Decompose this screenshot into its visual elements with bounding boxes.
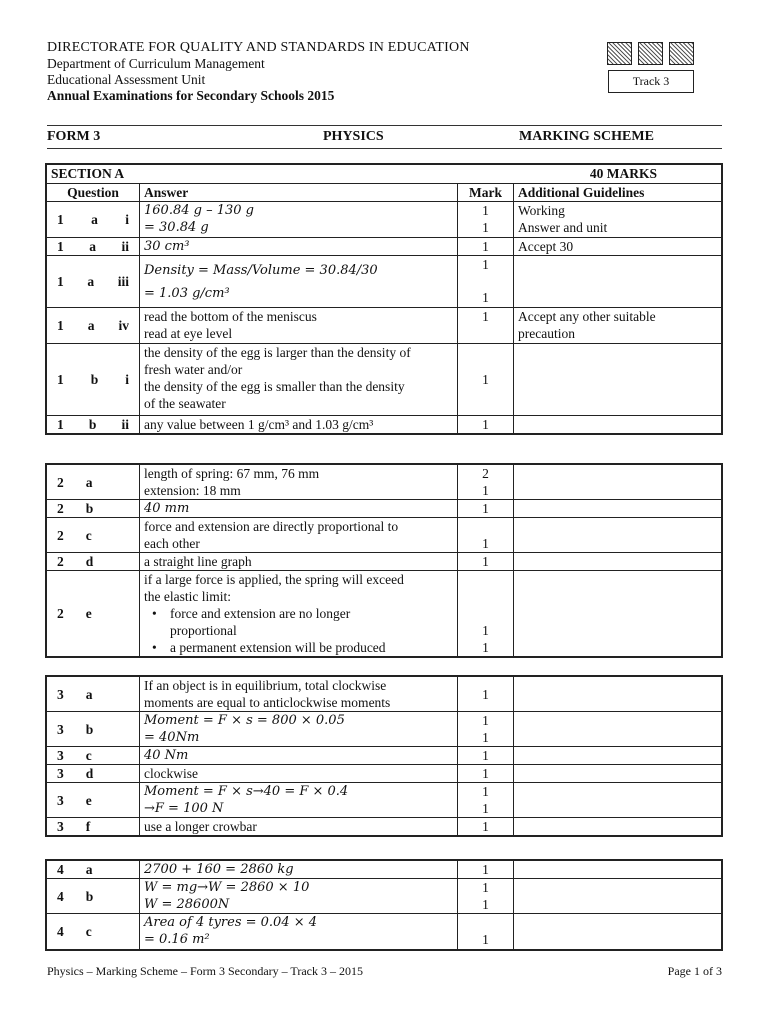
- cell-text: 1: [57, 239, 64, 254]
- cell-text: 1: [57, 318, 64, 333]
- cell-text: 3: [57, 686, 64, 702]
- table-cell: [140, 518, 458, 553]
- cell-text: 2: [57, 606, 64, 621]
- col-question: Question: [46, 184, 140, 202]
- cell-text: b: [88, 417, 97, 432]
- footer-title: Physics – Marking Scheme – Form 3 Secondary – Track 3 – 2015: [47, 964, 363, 978]
- cell-text: of the seawater: [144, 396, 226, 411]
- cell-text: 1: [482, 372, 489, 387]
- question-1-table: [45, 163, 723, 435]
- table-cell: [514, 238, 723, 256]
- table-cell: [514, 914, 723, 950]
- cell-text: 1: [482, 483, 489, 498]
- page-number: Page 1 of 3: [667, 964, 722, 978]
- table-row: [46, 256, 722, 308]
- table-row: [46, 416, 722, 435]
- cell-text: 40 mm: [144, 501, 190, 516]
- cell-text: i: [125, 372, 129, 387]
- pattern-box-icon: [607, 42, 632, 65]
- table-cell: [514, 571, 723, 658]
- table-cell: [46, 860, 140, 879]
- cell-text: 1: [482, 784, 489, 799]
- cell-text: c: [85, 748, 92, 763]
- cell-text: W = 28600N: [144, 897, 230, 912]
- table-cell: [140, 914, 458, 950]
- table-cell: [140, 308, 458, 344]
- cell-text: b: [85, 888, 94, 904]
- table-cell: [46, 818, 140, 837]
- table-row: [46, 500, 722, 518]
- table-cell: [140, 712, 458, 747]
- table-cell: [458, 860, 514, 879]
- table-cell: [140, 344, 458, 416]
- scheme-label: MARKING SCHEME: [519, 129, 654, 144]
- col-answer: Answer: [140, 184, 458, 202]
- cell-text: d: [85, 766, 94, 781]
- table-cell: [46, 416, 140, 435]
- cell-text: 3: [57, 819, 64, 834]
- table-row: [46, 464, 722, 500]
- table-cell: [46, 164, 722, 184]
- cell-text: the elastic limit:: [144, 589, 231, 604]
- cell-text: 1: [57, 417, 64, 432]
- cell-text: if a large force is applied, the spring will exceed: [144, 572, 404, 587]
- pattern-box-icon: [638, 42, 663, 65]
- table-cell: [514, 879, 723, 914]
- table-cell: [140, 416, 458, 435]
- column-header-row: [46, 184, 722, 202]
- cell-text: Moment = F × s = 800 × 0.05: [144, 713, 345, 728]
- page-footer: [47, 964, 722, 979]
- cell-text: extension: 18 mm: [144, 483, 241, 498]
- table-cell: [458, 553, 514, 571]
- form-label: FORM 3: [47, 129, 101, 144]
- cell-text: 1: [482, 880, 489, 895]
- cell-text: 1: [482, 897, 489, 912]
- cell-text: proportional: [170, 623, 237, 638]
- col-mark: Mark: [458, 184, 514, 202]
- cell-text: 1: [482, 748, 489, 763]
- cell-text: each other: [144, 536, 200, 551]
- table-cell: [140, 818, 458, 837]
- table-cell: [458, 571, 514, 658]
- cell-text: 1: [57, 274, 64, 289]
- table-cell: [46, 879, 140, 914]
- table-cell: [140, 464, 458, 500]
- cell-text: b: [90, 372, 99, 387]
- section-title: SECTION A: [51, 166, 125, 181]
- cell-text: Answer and unit: [518, 220, 608, 235]
- cell-text: read at eye level: [144, 326, 233, 341]
- cell-text: force and extension are directly proportional to: [144, 519, 399, 534]
- table-row: [46, 860, 722, 879]
- cell-text: 1: [482, 309, 489, 324]
- cell-text: 3: [57, 792, 64, 808]
- table-cell: [458, 500, 514, 518]
- cell-text: Moment = F × s→40 = F × 0.4: [144, 784, 349, 799]
- cell-text: c: [85, 527, 92, 543]
- table-cell: [140, 202, 458, 238]
- table-row: [46, 712, 722, 747]
- unit-line: Educational Assessment Unit: [47, 72, 206, 87]
- table-cell: [514, 818, 723, 837]
- cell-text: iii: [117, 274, 129, 289]
- table-row: [46, 747, 722, 765]
- cell-text: clockwise: [144, 766, 198, 781]
- table-cell: [458, 676, 514, 712]
- table-cell: [46, 256, 140, 308]
- table-cell: [514, 765, 723, 783]
- table-cell: [458, 464, 514, 500]
- table-cell: [46, 747, 140, 765]
- table-cell: [514, 464, 723, 500]
- exam-title: Annual Examinations for Secondary Schools 2015: [47, 88, 335, 103]
- table-cell: [140, 553, 458, 571]
- cell-text: 1: [482, 766, 489, 781]
- table-cell: [514, 308, 723, 344]
- table-row: [46, 818, 722, 837]
- cell-text: 1: [482, 862, 489, 877]
- table-cell: [46, 676, 140, 712]
- table-cell: [46, 500, 140, 518]
- table-cell: [140, 238, 458, 256]
- department-line: Department of Curriculum Management: [47, 56, 265, 71]
- cell-text: Area of 4 tyres = 0.04 × 4: [144, 915, 318, 930]
- table-cell: [140, 676, 458, 712]
- cell-text: 1: [57, 372, 64, 387]
- cell-text: d: [85, 554, 94, 569]
- cell-text: a: [91, 212, 98, 227]
- cell-text: 1: [482, 640, 489, 655]
- cell-text: 4: [57, 888, 64, 904]
- cell-text: 2: [482, 466, 489, 481]
- table-cell: [514, 256, 723, 308]
- cell-text: e: [85, 606, 92, 621]
- cell-text: 1: [482, 417, 489, 432]
- cell-text: 4: [57, 923, 64, 939]
- table-cell: [140, 879, 458, 914]
- cell-text: = 30.84 g: [144, 220, 209, 235]
- section-header-row: [46, 164, 722, 184]
- cell-text: a straight line graph: [144, 554, 252, 569]
- table-cell: [514, 202, 723, 238]
- question-2-table: [45, 463, 723, 658]
- table-row: [46, 676, 722, 712]
- table-row: [46, 308, 722, 344]
- table-cell: [46, 571, 140, 658]
- cell-text: length of spring: 67 mm, 76 mm: [144, 466, 320, 481]
- table-cell: [458, 712, 514, 747]
- table-cell: [458, 914, 514, 950]
- cell-text: read the bottom of the meniscus: [144, 309, 317, 324]
- table-cell: [514, 860, 723, 879]
- table-cell: [46, 464, 140, 500]
- table-cell: [458, 308, 514, 344]
- question-4-table: [45, 859, 723, 951]
- cell-text: 40 Nm: [144, 748, 189, 763]
- cell-text: 2: [57, 474, 64, 490]
- cell-text: 1: [482, 501, 489, 516]
- table-row: [46, 202, 722, 238]
- table-row: [46, 518, 722, 553]
- cell-text: a: [85, 686, 93, 702]
- table-cell: [140, 256, 458, 308]
- table-row: [46, 879, 722, 914]
- table-cell: [46, 765, 140, 783]
- table-cell: [140, 747, 458, 765]
- table-cell: [140, 860, 458, 879]
- cell-text: 3: [57, 748, 64, 763]
- cell-text: 3: [57, 721, 64, 737]
- col-guidelines: Additional Guidelines: [514, 184, 723, 202]
- cell-text: b: [85, 721, 94, 737]
- barcode-boxes: [607, 42, 700, 70]
- table-cell: [514, 416, 723, 435]
- cell-text: Accept 30: [518, 239, 574, 254]
- cell-text: 1: [482, 623, 489, 638]
- cell-text: →F = 100 N: [144, 801, 224, 816]
- cell-text: 1: [482, 239, 489, 254]
- cell-text: 1: [482, 819, 489, 834]
- cell-text: any value between 1 g/cm³ and 1.03 g/cm³: [144, 417, 374, 432]
- cell-text: 1: [482, 536, 489, 551]
- cell-text: 2: [57, 501, 64, 516]
- cell-text: Working: [518, 203, 565, 218]
- cell-text: 30 cm³: [144, 239, 190, 254]
- directorate-title: DIRECTORATE FOR QUALITY AND STANDARDS IN EDUCATION: [47, 40, 470, 55]
- cell-text: Accept any other suitable: [518, 309, 656, 324]
- cell-text: 3: [57, 766, 64, 781]
- cell-text: 1: [482, 203, 489, 218]
- cell-text: Density = Mass/Volume = 30.84/30: [144, 263, 378, 278]
- cell-text: a: [87, 318, 95, 333]
- cell-text: moments are equal to anticlockwise moments: [144, 695, 391, 710]
- cell-text: 2700 + 160 = 2860 kg: [144, 862, 294, 877]
- table-cell: [46, 202, 140, 238]
- form-bar: [47, 125, 722, 149]
- cell-text: the density of the egg is larger than the density of: [144, 345, 411, 360]
- table-row: [46, 571, 722, 658]
- table-cell: [458, 416, 514, 435]
- cell-text: a: [89, 239, 96, 254]
- table-cell: [46, 914, 140, 950]
- cell-text: 2: [57, 527, 64, 543]
- cell-text: force and extension are no longer: [170, 606, 351, 621]
- cell-text: a: [87, 274, 95, 289]
- cell-text: e: [85, 792, 92, 808]
- cell-text: 2: [57, 554, 64, 569]
- cell-text: = 40Nm: [144, 730, 200, 745]
- table-cell: [514, 747, 723, 765]
- table-row: [46, 344, 722, 416]
- cell-text: ii: [121, 417, 129, 432]
- table-cell: [46, 238, 140, 256]
- table-cell: [458, 783, 514, 818]
- cell-text: c: [85, 923, 92, 939]
- table-cell: [458, 818, 514, 837]
- table-cell: [514, 500, 723, 518]
- table-row: [46, 783, 722, 818]
- cell-text: • a permanent extension will be produced: [170, 639, 453, 656]
- cell-text: iv: [118, 318, 129, 333]
- question-3-table: [45, 675, 723, 837]
- cell-text: 1: [482, 257, 489, 272]
- cell-text: 1: [482, 730, 489, 745]
- cell-text: i: [125, 212, 129, 227]
- table-cell: [46, 553, 140, 571]
- table-cell: [140, 500, 458, 518]
- table-cell: [514, 518, 723, 553]
- cell-text: = 0.16 m²: [144, 932, 210, 947]
- track-label: Track 3: [608, 70, 694, 93]
- table-cell: [514, 783, 723, 818]
- cell-text: W = mg→W = 2860 × 10: [144, 880, 310, 895]
- cell-text: 1: [57, 212, 64, 227]
- table-cell: [46, 518, 140, 553]
- table-cell: [458, 879, 514, 914]
- table-cell: [458, 344, 514, 416]
- cell-text: use a longer crowbar: [144, 819, 257, 834]
- cell-text: a: [85, 474, 93, 490]
- table-cell: [46, 308, 140, 344]
- cell-text: 1: [482, 220, 489, 235]
- cell-text: fresh water and/or: [144, 362, 243, 377]
- table-cell: [46, 783, 140, 818]
- table-cell: [458, 256, 514, 308]
- cell-text: 160.84 g – 130 g: [144, 203, 254, 218]
- cell-text: a: [85, 862, 93, 877]
- cell-text: f: [85, 819, 91, 834]
- pattern-box-icon: [669, 42, 694, 65]
- table-row: [46, 238, 722, 256]
- table-cell: [458, 518, 514, 553]
- table-row: [46, 914, 722, 950]
- table-cell: [458, 202, 514, 238]
- table-cell: [46, 344, 140, 416]
- cell-text: b: [85, 501, 94, 516]
- cell-text: the density of the egg is smaller than the density: [144, 379, 405, 394]
- cell-text: 1: [482, 932, 489, 947]
- cell-text: 4: [57, 862, 64, 877]
- cell-text: = 1.03 g/cm³: [144, 286, 230, 301]
- cell-text: 1: [482, 801, 489, 816]
- table-cell: [140, 571, 458, 658]
- table-cell: [514, 676, 723, 712]
- table-row: [46, 765, 722, 783]
- table-cell: [458, 765, 514, 783]
- cell-text: If an object is in equilibrium, total clockwise: [144, 678, 387, 693]
- table-cell: [140, 765, 458, 783]
- document-header: [47, 40, 470, 104]
- table-row: [46, 553, 722, 571]
- cell-text: ii: [121, 239, 129, 254]
- cell-text: precaution: [518, 326, 575, 341]
- cell-text: 1: [482, 713, 489, 728]
- cell-text: 1: [482, 686, 489, 702]
- table-cell: [458, 747, 514, 765]
- table-cell: [46, 712, 140, 747]
- cell-text: 1: [482, 290, 489, 305]
- table-cell: [514, 344, 723, 416]
- table-cell: [514, 712, 723, 747]
- table-cell: [458, 238, 514, 256]
- table-cell: [514, 553, 723, 571]
- section-marks: 40 MARKS: [589, 166, 657, 181]
- subject-label: PHYSICS: [323, 129, 384, 144]
- cell-text: 1: [482, 554, 489, 569]
- table-cell: [140, 783, 458, 818]
